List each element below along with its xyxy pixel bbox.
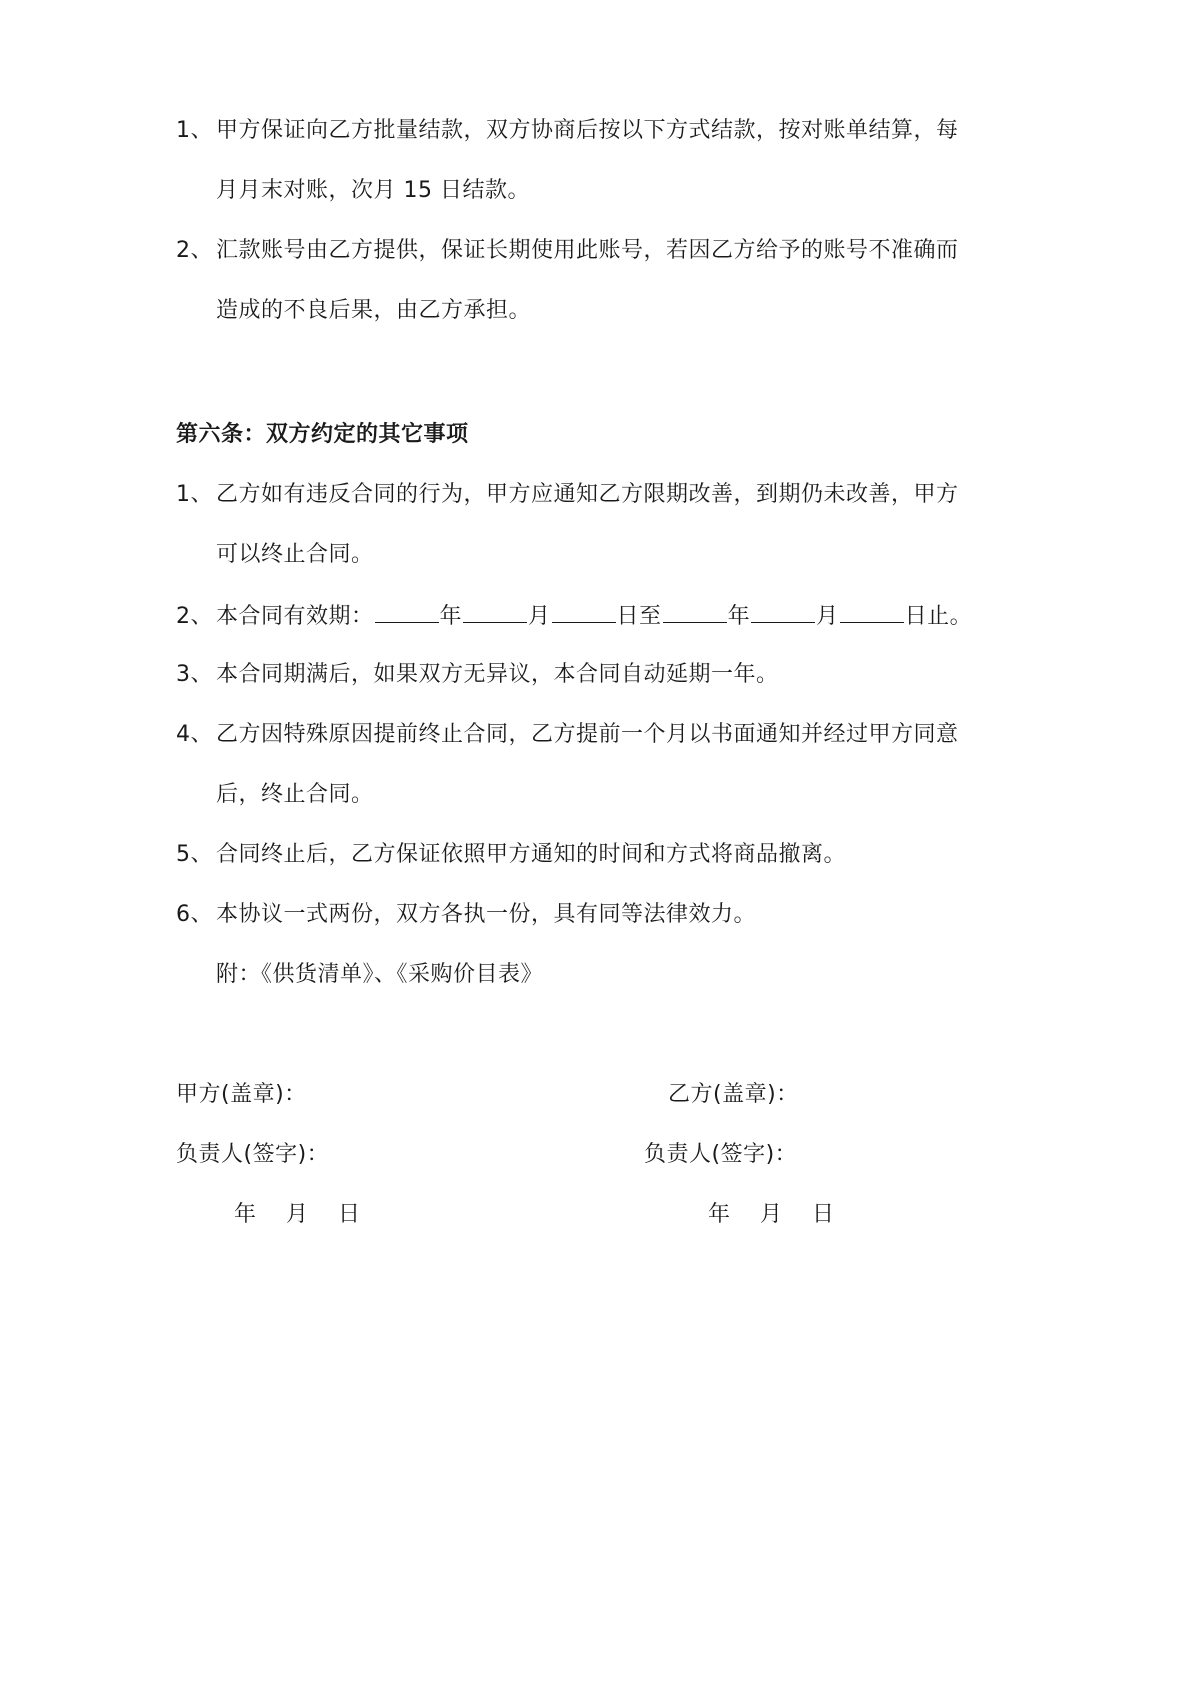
item-number: 2、: [176, 238, 213, 263]
item-number: 1、: [176, 118, 213, 143]
fill-blank[interactable]: [463, 600, 527, 623]
item-continuation: 可以终止合同。: [216, 542, 374, 567]
list-item: [176, 660, 779, 690]
year-label: 年: [727, 604, 751, 629]
day-label: 日止。: [904, 604, 973, 629]
item-number: 2、: [176, 604, 213, 629]
item-text: 本合同期满后，如果双方无异议，本合同自动延期一年。: [216, 662, 779, 687]
party-b-seal-label: 乙方(盖章)：: [668, 1082, 799, 1107]
section-heading: 第六条：双方约定的其它事项: [176, 422, 469, 447]
fill-blank[interactable]: [552, 600, 616, 623]
fill-blank[interactable]: [840, 600, 904, 623]
item-continuation: 造成的不良后果，由乙方承担。: [216, 298, 532, 323]
item-text: 甲方保证向乙方批量结款，双方协商后按以下方式结款，按对账单结算，每: [216, 118, 959, 143]
item-text: 合同终止后，乙方保证依照甲方通知的时间和方式将商品撤离。: [216, 842, 847, 867]
year-label: 年: [439, 604, 463, 629]
item-number: 6、: [176, 902, 213, 927]
list-item: [176, 480, 959, 510]
item-text: 汇款账号由乙方提供，保证长期使用此账号，若因乙方给予的账号不准确而: [216, 238, 959, 263]
party-a-signer-label: 负责人(签字)：: [176, 1142, 330, 1167]
month-label: 月: [528, 604, 551, 629]
item-number: 1、: [176, 482, 213, 507]
item-number: 3、: [176, 662, 213, 687]
list-item: [176, 840, 846, 870]
fill-blank[interactable]: [375, 600, 439, 623]
attachment-note: 附：《供货清单》、《采购价目表》: [216, 962, 544, 987]
list-item: [176, 236, 959, 266]
item-text: 乙方因特殊原因提前终止合同，乙方提前一个月以书面通知并经过甲方同意: [216, 722, 959, 747]
party-a-seal-label: 甲方(盖章)：: [176, 1082, 307, 1107]
list-item: [176, 600, 972, 632]
day-label: 日至: [616, 604, 662, 629]
item-text: 乙方如有违反合同的行为，甲方应通知乙方限期改善，到期仍未改善，甲方: [216, 482, 959, 507]
party-a-date: 年 月 日: [234, 1202, 365, 1227]
item-continuation: 后，终止合同。: [216, 782, 374, 807]
fill-blank[interactable]: [751, 600, 815, 623]
item-continuation: 月月末对账，次月 15 日结款。: [216, 178, 530, 203]
item-number: 4、: [176, 722, 213, 747]
item-text: 本协议一式两份，双方各执一份，具有同等法律效力。: [216, 902, 757, 927]
item-number: 5、: [176, 842, 213, 867]
list-item: [176, 116, 959, 146]
month-label: 月: [816, 604, 839, 629]
list-item: [176, 900, 756, 930]
fill-blank[interactable]: [663, 600, 727, 623]
party-b-signer-label: 负责人(签字)：: [644, 1142, 798, 1167]
item-text: 本合同有效期：: [216, 604, 374, 629]
list-item: [176, 720, 959, 750]
party-b-date: 年 月 日: [708, 1202, 839, 1227]
